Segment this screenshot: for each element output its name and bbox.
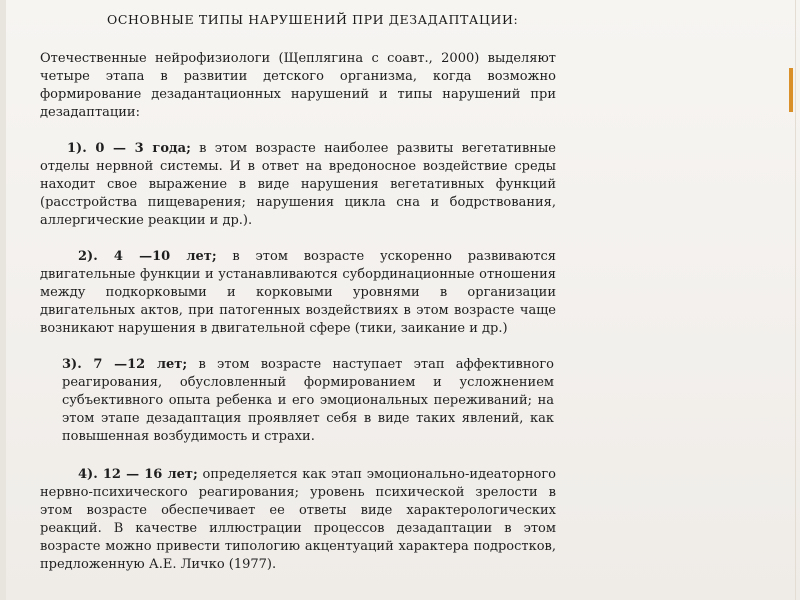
stage-3-text: в этом возрасте наступает этап аффективного реагирования, обусловленный формированием и усложнением субъективного опыта ребенка и его эмоциональных переживаний; на этом этапе дезадаптация проявляет себя в виде таких явлений, как повышенная возбудимость и страхи. xyxy=(62,357,554,444)
stage-4-label: 4). 12 — 16 лет; xyxy=(78,467,198,482)
stage-2-paragraph xyxy=(40,248,556,338)
stage-2-label: 2). 4 —10 лет; xyxy=(78,249,217,264)
stage-1-paragraph xyxy=(40,140,556,230)
stage-4-text: определяется как этап эмоционально-идеаторного нервно-психического реагирования; уровень психической зрелости в этом возрасте обеспечивает ее ответы виде характерологических реакций. В качестве иллюстрации процессов дезадаптации в этом возрасте можно привести типологию акцентуаций характера подростков, предложенную А.Е. Личко (1977). xyxy=(40,467,556,572)
stage-4-paragraph xyxy=(40,466,556,574)
stage-3-paragraph xyxy=(62,356,554,446)
stage-1-text: в этом возрасте наиболее развиты вегетативные отделы нервной системы. И в ответ на вредоносное воздействие среды находит свое выражение в виде нарушения вегетативных функций (расстройства пищеварения; нарушения цикла сна и бодрствования, аллергические реакции и др.). xyxy=(40,141,556,228)
slide-title: ОСНОВНЫЕ ТИПЫ НАРУШЕНИЙ ПРИ ДЕЗАДАПТАЦИИ: xyxy=(107,12,519,27)
right-divider-line xyxy=(795,0,796,600)
stage-2-text: в этом возрасте ускоренно развиваются двигательные функции и устанавливаются субординационные отношения между подкорковыми и корковыми уровнями в организации двигательных актов, при патогенных воздействиях в этом возрасте чаще возникают нарушения в двигательной сфере (тики, заикание и др.) xyxy=(40,249,556,336)
stage-1-label: 1). 0 — 3 года; xyxy=(67,141,191,156)
stage-3-label: 3). 7 —12 лет; xyxy=(62,357,188,372)
accent-marker xyxy=(789,68,793,112)
left-decor-bar xyxy=(0,0,6,600)
intro-paragraph: Отечественные нейрофизиологи (Щеплягина с соавт., 2000) выделяют четыре этапа в развитии детского организма, когда возможно формирование дезадантационных нарушений и типы нарушений при дезадаптации: xyxy=(40,51,556,120)
